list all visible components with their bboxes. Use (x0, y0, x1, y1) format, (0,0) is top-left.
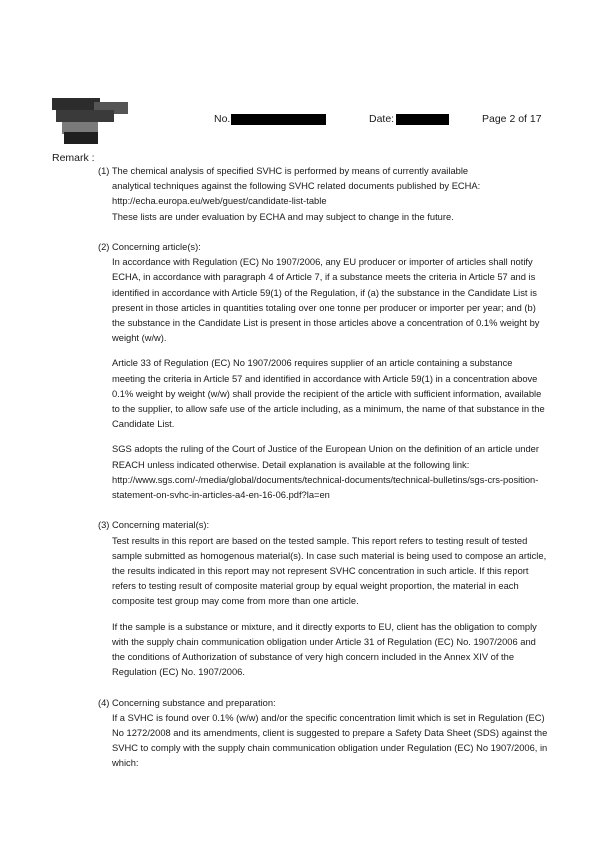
section-4 (98, 696, 548, 772)
section-3 (98, 518, 548, 680)
remark-label: Remark : (52, 152, 95, 164)
section-3-title: (3) Concerning material(s): (98, 520, 210, 531)
section-2-paragraph-3: SGS adopts the ruling of the Court of Justice of the European Union on the definition of an article under REACH unless indicated otherwise. Detail explanation is available at the following link: (112, 444, 539, 470)
section-3-paragraph-1: Test results in this report are based on the tested sample. This report refers to testing result of tested sample submitted as homogenous material(s). In case such material is being used to compose an article, the results indicated in this report may not represent SVHC concentration in such article. If this report refers to testing result of composite material group by equal weight proportion, the material in each composite test group may come from more than one article. (112, 535, 547, 607)
sgs-position-statement-url: http://www.sgs.com/-/media/global/documents/technical-documents/technical-bulletins/sgs-crs-position-statement-on-svhc-in-articles-a4-en-16-06.pdf?la=en (112, 474, 539, 501)
date-label: Date: (369, 113, 395, 125)
remarks-content (98, 164, 548, 772)
report-number-redacted (231, 114, 326, 125)
section-2 (98, 240, 548, 503)
section-2-title: (2) Concerning article(s): (98, 242, 201, 252)
section-1 (98, 164, 548, 225)
section-4-title: (4) Concerning substance and preparation: (98, 697, 276, 708)
date-redacted (396, 114, 449, 125)
section-1-title: (1) The chemical analysis of specified SVHC is performed by means of currently available (98, 166, 469, 176)
section-1-line-3: These lists are under evaluation by ECHA and may subject to change in the future. (112, 211, 454, 222)
section-3-paragraph-2: If the sample is a substance or mixture, and it directly exports to EU, client has the obligation to comply with the supply chain communication obligation under Article 31 of Regulation (EC) No. 1907/2006 and the conditions of Authorization of substance of very high concern included in the Annex XIV of the Regulation (EC) No. 1907/2006. (112, 621, 537, 678)
page-indicator: Page 2 of 17 (482, 113, 542, 125)
section-2-paragraph-1: In accordance with Regulation (EC) No 1907/2006, any EU producer or importer of articles shall notify ECHA, in accordance with paragraph 4 of Article 7, if a substance meets the criteria in Article 57 and is identified in accordance with Article 59(1) of the Regulation, if (a) the substance in the Candidate List is present in those articles in quantities totaling over one tonne per producer or importer per year; and (b) the substance in the Candidate List is present in those articles above a concentration of 0.1% weight by weight (w/w). (112, 257, 540, 344)
report-number-label: No. (214, 113, 231, 125)
echa-candidate-list-url: http://echa.europa.eu/web/guest/candidate-list-table (112, 196, 327, 207)
section-1-line-1: analytical techniques against the following SVHC related documents published by ECHA: (112, 181, 481, 192)
company-logo-redacted (52, 98, 130, 148)
section-4-paragraph-1: If a SVHC is found over 0.1% (w/w) and/or the specific concentration limit which is set in Regulation (EC) No 1272/2008 and its amendments, client is suggested to prepare a Safety Data Sheet (SDS) against the SVHC to comply with the supply chain communication obligation under Regulation (EC) No 1907/2006, in which: (112, 712, 548, 769)
section-2-paragraph-2: Article 33 of Regulation (EC) No 1907/2006 requires supplier of an article containing a substance meeting the criteria in Article 57 and identified in accordance with Article 59(1) in a concentration above 0.1% weight by weight (w/w) shall provide the recipient of the article with sufficient information, available to the supplier, to allow safe use of the article including, as a minimum, the name of that substance in the Candidate List. (112, 358, 545, 430)
